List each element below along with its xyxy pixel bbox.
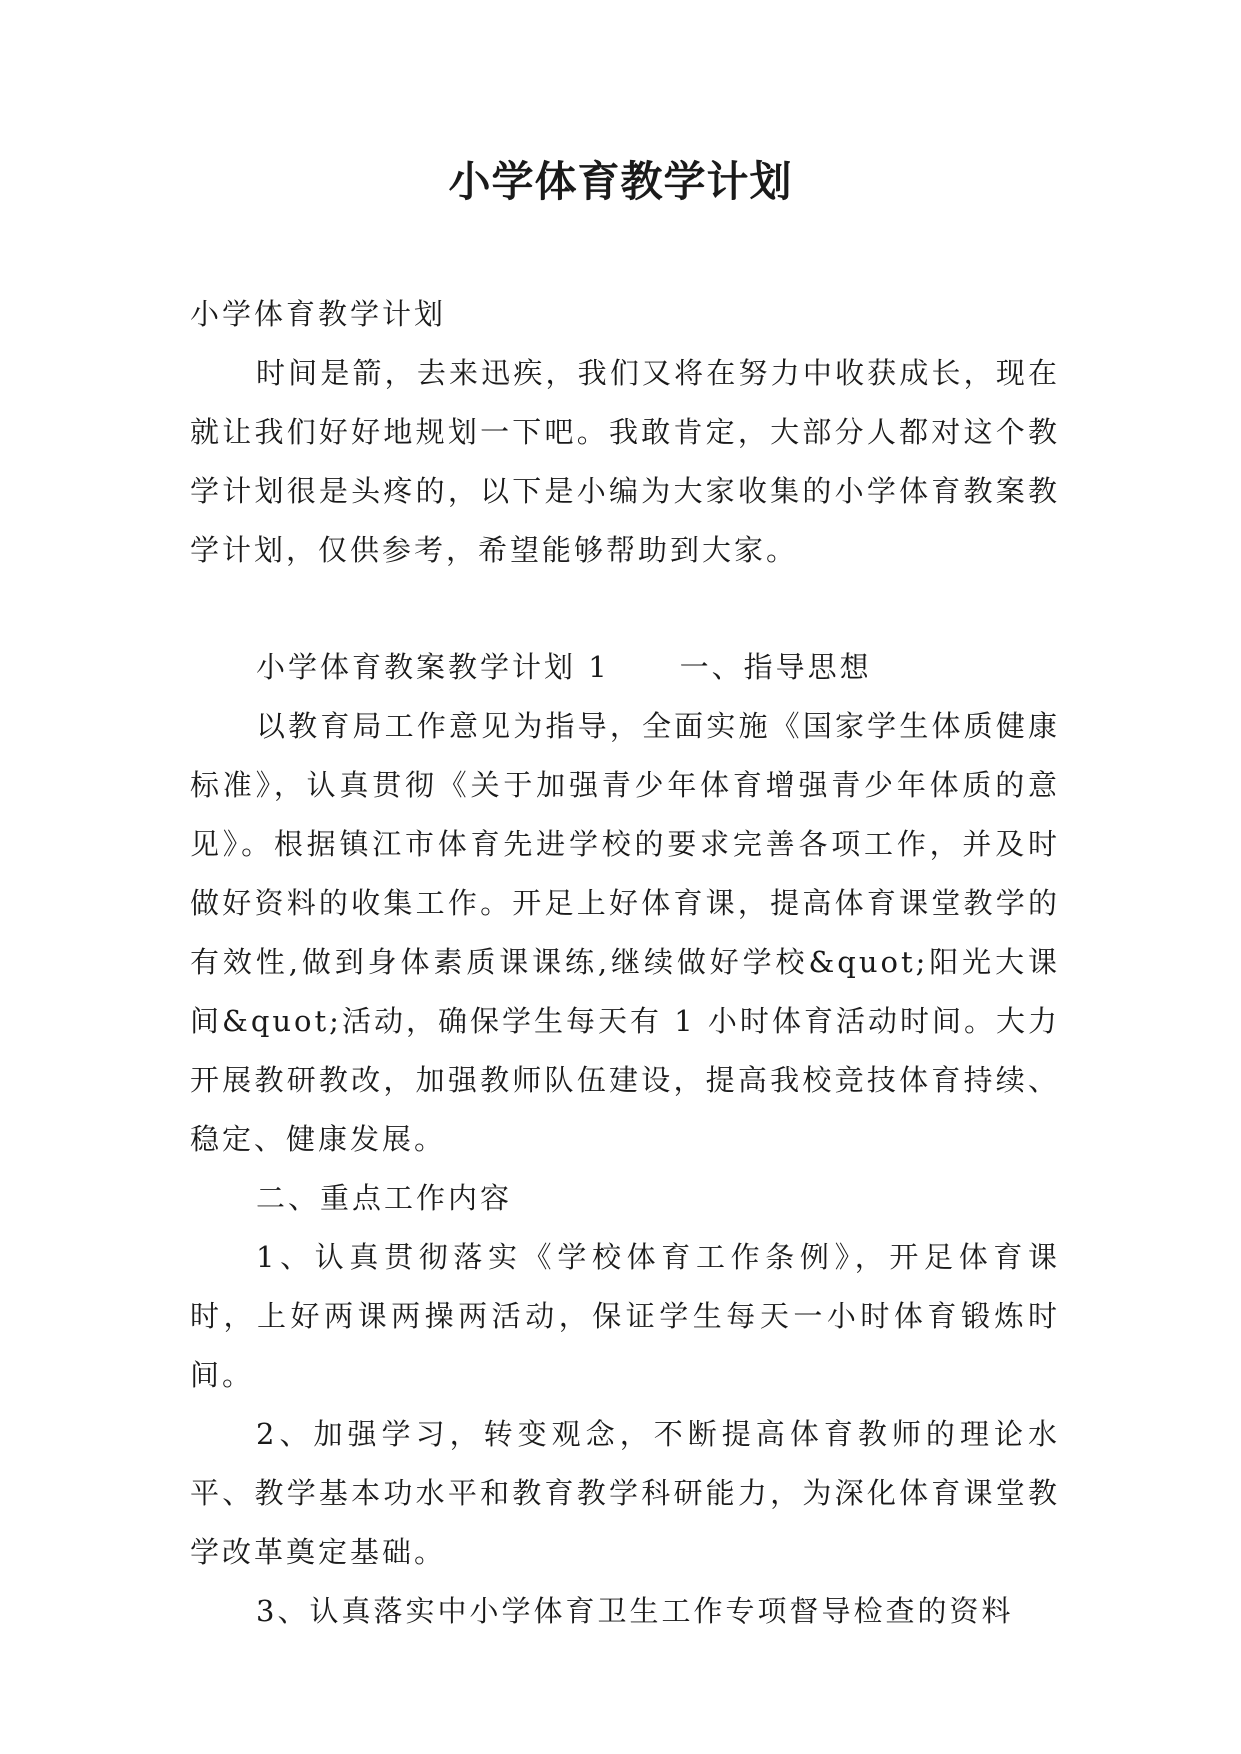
section-heading: 小学体育教案教学计划 1: [256, 650, 610, 684]
list-item-1: 1、认真贯彻落实《学校体育工作条例》，开足体育课时，上好两课两操两活动，保证学生每天一小时体育锻炼时间。: [190, 1240, 1060, 1392]
part1-heading: 一、指导思想: [679, 650, 872, 684]
document-title: 小学体育教学计划: [448, 157, 793, 206]
intro-paragraph: 时间是箭，去来迅疾，我们又将在努力中收获成长，现在就让我们好好地规划一下吧。我敢肯定，大部分人都对这个教学计划很是头疼的，以下是小编为大家收集的小学体育教案教学计划，仅供参考，希望能够帮助到大家。: [190, 356, 1060, 567]
list-item-3: 3、认真落实中小学体育卫生工作专项督导检查的资料: [256, 1594, 1014, 1628]
section-heading-line: [190, 638, 1060, 697]
document-body: [190, 285, 1060, 1641]
part1-paragraph: 以教育局工作意见为指导，全面实施《国家学生体质健康标准》，认真贯彻《关于加强青少年体育增强青少年体质的意见》。根据镇江市体育先进学校的要求完善各项工作，并及时做好资料的收集工作。开足上好体育课，提高体育课堂教学的有效性,做到身体素质课课练,继续做好学校&quot;阳光大课间&quot;活动，确保学生每天有 1 小时体育活动时间。大力开展教研教改，加强教师队伍建设，提高我校竞技体育持续、稳定、健康发展。: [190, 709, 1060, 1156]
list-item-2: 2、加强学习，转变观念，不断提高体育教师的理论水平、教学基本功水平和教育教学科研能力，为深化体育课堂教学改革奠定基础。: [190, 1417, 1060, 1569]
paragraph-spacer: [190, 580, 1060, 638]
document-subtitle: 小学体育教学计划: [190, 297, 447, 331]
part2-heading: 二、重点工作内容: [256, 1181, 513, 1215]
